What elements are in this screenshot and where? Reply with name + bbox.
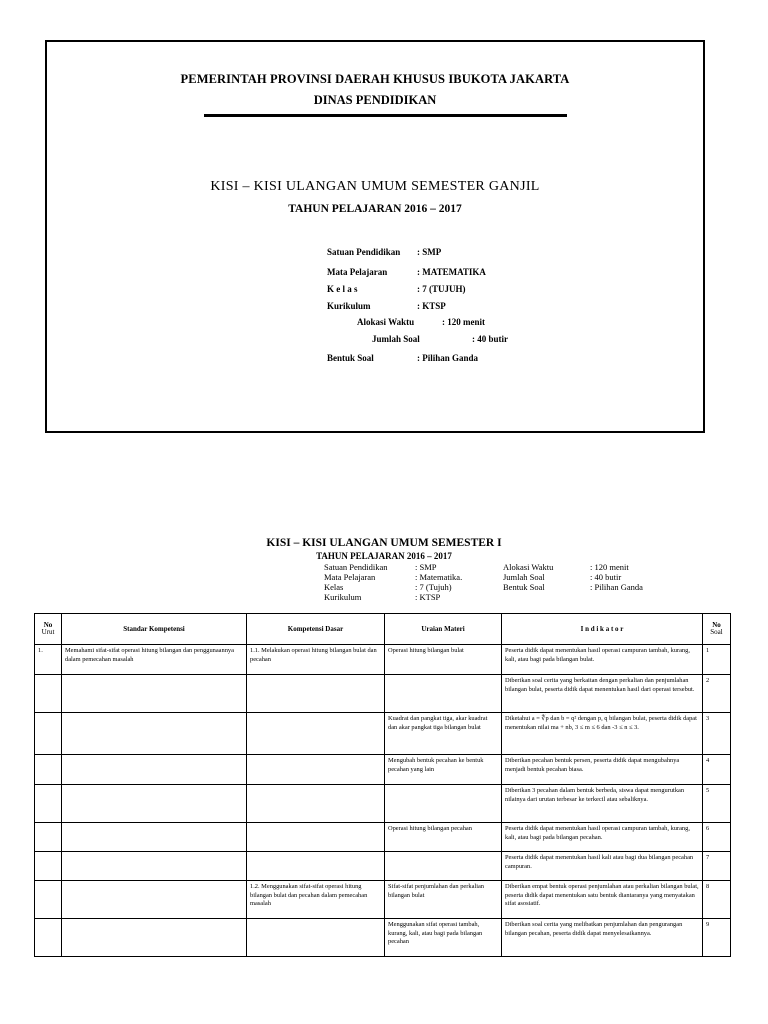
cell-no — [35, 675, 62, 713]
cell-no — [35, 755, 62, 785]
cell-materi: Mengubah bentuk pecahan ke bentuk pecahan yang lain — [385, 755, 502, 785]
cell-sk — [62, 713, 247, 755]
cell-kd — [247, 852, 385, 881]
cell-materi — [385, 785, 502, 823]
header-rule — [204, 114, 567, 117]
info-waktu: Alokasi Waktu : 120 menit — [357, 317, 485, 327]
table-row — [35, 645, 731, 675]
cell-materi: Menggunakan sifat operasi tambah, kurang, kali, atau bagi pada bilangan pecahan — [385, 919, 502, 957]
info-kurikulum: Kurikulum : KTSP — [327, 301, 446, 311]
table-row — [35, 755, 731, 785]
info-kelas: K e l a s : 7 (TUJUH) — [327, 284, 466, 294]
cell-sk — [62, 755, 247, 785]
table-row — [35, 713, 731, 755]
cell-no: 1. — [35, 645, 62, 675]
cell-indikator: Diberikan soal cerita yang melibatkan penjumlahan dan pengurangan bilangan pecahan, peserta didik dapat menyelesaikannya. — [502, 919, 703, 957]
cell-sk — [62, 919, 247, 957]
cell-no — [35, 852, 62, 881]
table-row — [35, 675, 731, 713]
cell-soal: 4 — [703, 755, 731, 785]
department-name: DINAS PENDIDIKAN — [313, 93, 437, 107]
cell-sk — [62, 675, 247, 713]
cover-year: TAHUN PELAJARAN 2016 – 2017 — [288, 203, 462, 215]
cell-kd: 1.2. Menggunakan sifat-sifat operasi hitung bilangan bulat dan pecahan dalam pemecahan masalah — [247, 881, 385, 919]
cell-soal: 8 — [703, 881, 731, 919]
cell-sk — [62, 785, 247, 823]
cell-sk: Memahami sifat-sifat operasi hitung bilangan dan penggunaannya dalam pemecahan masalah — [62, 645, 247, 675]
header-uraian-materi: Uraian Materi — [385, 614, 502, 645]
cover-box — [45, 40, 705, 433]
table-row — [35, 881, 731, 919]
cell-indikator: Diberikan soal cerita yang berkaitan dengan perkalian dan penjumlahan bilangan bulat, peserta didik dapat menentukan hasil dari operasi tersebut. — [502, 675, 703, 713]
meta-right: Alokasi Waktu : 120 menit Jumlah Soal : 40 butir Bentuk Soal : Pilihan Ganda — [503, 562, 643, 592]
cell-soal: 1 — [703, 645, 731, 675]
cell-kd — [247, 785, 385, 823]
cell-soal: 3 — [703, 713, 731, 755]
kisi-table — [34, 613, 731, 957]
header-indikator: I n d i k a t o r — [502, 614, 703, 645]
cell-soal: 9 — [703, 919, 731, 957]
info-mapel: Mata Pelajaran : MATEMATIKA — [327, 267, 486, 277]
cell-sk — [62, 852, 247, 881]
info-bentuk: Bentuk Soal : Pilihan Ganda — [327, 353, 479, 363]
section-year: TAHUN PELAJARAN 2016 – 2017 — [316, 551, 452, 561]
cell-no — [35, 713, 62, 755]
header-standar-kompetensi: Standar Kompetensi — [62, 614, 247, 645]
cell-soal: 7 — [703, 852, 731, 881]
cell-no — [35, 785, 62, 823]
cell-sk — [62, 823, 247, 852]
table-header-row — [35, 614, 731, 645]
cell-no — [35, 881, 62, 919]
cell-kd — [247, 755, 385, 785]
cell-indikator: Diketahui a = ∜p dan b = q² dengan p, q bilangan bulat, peserta didik dapat menentukan nilai ma + nb, 3 ≤ m ≤ 6 dan -3 ≤ n ≤ 3. — [502, 713, 703, 755]
meta-left: Satuan Pendidikan : SMP Mata Pelajaran : Matematika. Kelas : 7 (Tujuh) Kurikulum : KTSP — [324, 562, 463, 602]
table-row — [35, 852, 731, 881]
cell-materi — [385, 675, 502, 713]
cell-kd — [247, 919, 385, 957]
cell-materi: Sifat-sifat penjumlahan dan perkalian bilangan bulat — [385, 881, 502, 919]
cell-sk — [62, 881, 247, 919]
cell-materi: Operasi hitung bilangan pecahan — [385, 823, 502, 852]
cell-indikator: Peserta didik dapat menentukan hasil kali atau bagi dua bilangan pecahan campuran. — [502, 852, 703, 881]
section-title: KISI – KISI ULANGAN UMUM SEMESTER I — [266, 537, 502, 549]
cell-soal: 5 — [703, 785, 731, 823]
header-kompetensi-dasar: Kompetensi Dasar — [247, 614, 385, 645]
cell-indikator: Diberikan empat bentuk operasi penjumlahan atau perkalian bilangan bulat, peserta didik dapat menentukan satu bentuk diantaranya yang menyatakan sifat asosiatif. — [502, 881, 703, 919]
cell-kd — [247, 713, 385, 755]
table-row — [35, 785, 731, 823]
cell-indikator: Peserta didik dapat menentukan hasil operasi campuran tambah, kurang, kali, atau bagi pada bilangan bulat. — [502, 645, 703, 675]
info-jumlah: Jumlah Soal : 40 butir — [372, 334, 508, 344]
info-satuan: Satuan Pendidikan : SMP — [327, 247, 442, 257]
cell-indikator: Diberikan pecahan bentuk persen, peserta didik dapat mengubahnya menjadi bentuk pecahan biasa. — [502, 755, 703, 785]
cell-materi — [385, 852, 502, 881]
cell-indikator: Diberikan 3 pecahan dalam bentuk berbeda, siswa dapat mengurutkan nilainya dari urutan terbesar ke terkecil atau sebaliknya. — [502, 785, 703, 823]
table-row — [35, 823, 731, 852]
cell-soal: 2 — [703, 675, 731, 713]
cell-kd — [247, 675, 385, 713]
cell-soal: 6 — [703, 823, 731, 852]
cell-no — [35, 823, 62, 852]
cell-kd: 1.1. Melakukan operasi hitung bilangan bulat dan pecahan — [247, 645, 385, 675]
government-name: PEMERINTAH PROVINSI DAERAH KHUSUS IBUKOTA JAKARTA — [180, 72, 570, 86]
cell-no — [35, 919, 62, 957]
header-no-urut: No Urut — [35, 614, 62, 645]
cover-title: KISI – KISI ULANGAN UMUM SEMESTER GANJIL — [210, 179, 540, 194]
cell-indikator: Peserta didik dapat menentukan hasil operasi campuran tambah, kurang, kali, atau bagi pada bilangan pecahan. — [502, 823, 703, 852]
table-row — [35, 919, 731, 957]
cell-kd — [247, 823, 385, 852]
cell-materi: Operasi hitung bilangan bulat — [385, 645, 502, 675]
header-no-soal: No Soal — [703, 614, 731, 645]
cell-materi: Kuadrat dan pangkat tiga, akar kuadrat dan akar pangkat tiga bilangan bulat — [385, 713, 502, 755]
